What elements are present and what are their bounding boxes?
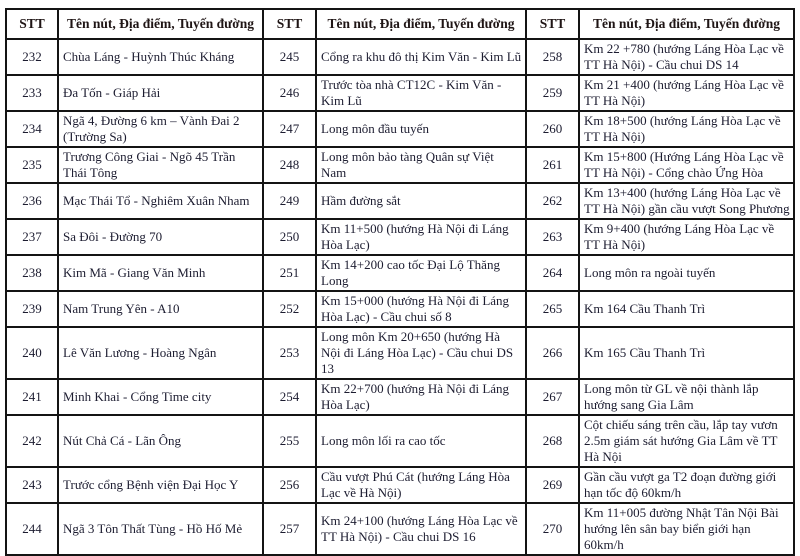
stt-cell: 241	[6, 379, 58, 415]
stt-cell: 252	[263, 291, 316, 327]
stt-cell: 269	[526, 467, 579, 503]
desc-cell: Long môn ra ngoài tuyến	[579, 255, 794, 291]
desc-cell: Trước tòa nhà CT12C - Kim Văn - Kim Lũ	[316, 75, 526, 111]
stt-cell: 249	[263, 183, 316, 219]
desc-cell: Km 9+400 (hướng Láng Hòa Lạc về TT Hà Nội)	[579, 219, 794, 255]
stt-cell: 234	[6, 111, 58, 147]
stt-cell: 266	[526, 327, 579, 379]
stt-cell: 251	[263, 255, 316, 291]
desc-cell: Long môn Km 20+650 (hướng Hà Nội đi Láng Hòa Lạc) - Cầu chui DS 13	[316, 327, 526, 379]
table-body	[6, 39, 794, 555]
stt-cell: 244	[6, 503, 58, 555]
header-name-cell-3: Tên nút, Địa điểm, Tuyến đường	[579, 9, 794, 39]
header-name-cell-1: Tên nút, Địa điểm, Tuyến đường	[58, 9, 263, 39]
stt-cell: 246	[263, 75, 316, 111]
table-row	[6, 503, 794, 555]
stt-cell: 265	[526, 291, 579, 327]
desc-cell: Km 165 Cầu Thanh Trì	[579, 327, 794, 379]
stt-cell: 237	[6, 219, 58, 255]
stt-cell: 247	[263, 111, 316, 147]
table-row	[6, 39, 794, 75]
desc-cell: Mạc Thái Tổ - Nghiêm Xuân Nham	[58, 183, 263, 219]
table-row	[6, 379, 794, 415]
stt-cell: 253	[263, 327, 316, 379]
header-row	[6, 9, 794, 39]
desc-cell: Nút Chả Cá - Lãn Ông	[58, 415, 263, 467]
stt-cell: 270	[526, 503, 579, 555]
table-header	[6, 9, 794, 39]
desc-cell: Long môn lối ra cao tốc	[316, 415, 526, 467]
table-row	[6, 255, 794, 291]
stt-cell: 257	[263, 503, 316, 555]
stt-cell: 263	[526, 219, 579, 255]
desc-cell: Km 21 +400 (hướng Láng Hòa Lạc về TT Hà Nội)	[579, 75, 794, 111]
desc-cell: Km 11+005 đường Nhật Tân Nội Bài hướng lên sân bay biển giới hạn 60km/h	[579, 503, 794, 555]
table-row	[6, 111, 794, 147]
desc-cell: Km 18+500 (hướng Láng Hòa Lạc về TT Hà Nội)	[579, 111, 794, 147]
desc-cell: Sa Đôi - Đường 70	[58, 219, 263, 255]
desc-cell: Nam Trung Yên - A10	[58, 291, 263, 327]
desc-cell: Long môn bảo tàng Quân sự Việt Nam	[316, 147, 526, 183]
desc-cell: Đa Tốn - Giáp Hải	[58, 75, 263, 111]
desc-cell: Km 14+200 cao tốc Đại Lộ Thăng Long	[316, 255, 526, 291]
table-row	[6, 327, 794, 379]
desc-cell: Km 22 +780 (hướng Láng Hòa Lạc về TT Hà Nội) - Cầu chui DS 14	[579, 39, 794, 75]
stt-cell: 243	[6, 467, 58, 503]
desc-cell: Lê Văn Lương - Hoàng Ngân	[58, 327, 263, 379]
desc-cell: Km 13+400 (hướng Láng Hòa Lạc về TT Hà Nội) gần cầu vượt Song Phương	[579, 183, 794, 219]
desc-cell: Km 15+000 (hướng Hà Nội đi Láng Hòa Lạc) - Cầu chui số 8	[316, 291, 526, 327]
stt-cell: 268	[526, 415, 579, 467]
stt-cell: 233	[6, 75, 58, 111]
stt-cell: 240	[6, 327, 58, 379]
stt-cell: 236	[6, 183, 58, 219]
traffic-node-table	[5, 8, 795, 556]
desc-cell: Long môn đầu tuyến	[316, 111, 526, 147]
stt-cell: 259	[526, 75, 579, 111]
stt-cell: 261	[526, 147, 579, 183]
table-row	[6, 219, 794, 255]
desc-cell: Kim Mã - Giang Văn Minh	[58, 255, 263, 291]
desc-cell: Cổng ra khu đô thị Kim Văn - Kim Lũ	[316, 39, 526, 75]
desc-cell: Chùa Láng - Huỳnh Thúc Kháng	[58, 39, 263, 75]
stt-cell: 232	[6, 39, 58, 75]
stt-cell: 245	[263, 39, 316, 75]
table-row	[6, 291, 794, 327]
desc-cell: Ngã 3 Tôn Thất Tùng - Hồ Hố Mẻ	[58, 503, 263, 555]
desc-cell: Hầm đường sắt	[316, 183, 526, 219]
header-name-cell-2: Tên nút, Địa điểm, Tuyến đường	[316, 9, 526, 39]
stt-cell: 256	[263, 467, 316, 503]
stt-cell: 238	[6, 255, 58, 291]
table-row	[6, 183, 794, 219]
desc-cell: Km 15+800 (Hướng Láng Hòa Lạc về TT Hà Nội) - Cổng chào Ứng Hòa	[579, 147, 794, 183]
stt-cell: 254	[263, 379, 316, 415]
desc-cell: Km 11+500 (hướng Hà Nội đi Láng Hòa Lạc)	[316, 219, 526, 255]
stt-cell: 239	[6, 291, 58, 327]
header-stt-cell-2: STT	[263, 9, 316, 39]
desc-cell: Ngã 4, Đường 6 km – Vành Đai 2 (Trường Sa)	[58, 111, 263, 147]
stt-cell: 258	[526, 39, 579, 75]
desc-cell: Trước cổng Bệnh viện Đại Học Y	[58, 467, 263, 503]
desc-cell: Km 164 Cầu Thanh Trì	[579, 291, 794, 327]
stt-cell: 250	[263, 219, 316, 255]
stt-cell: 255	[263, 415, 316, 467]
stt-cell: 260	[526, 111, 579, 147]
stt-cell: 235	[6, 147, 58, 183]
table-row	[6, 75, 794, 111]
stt-cell: 242	[6, 415, 58, 467]
desc-cell: Cột chiếu sáng trên cầu, lắp tay vươn 2.5m giám sát hướng Gia Lâm về TT Hà Nội	[579, 415, 794, 467]
desc-cell: Cầu vượt Phú Cát (hướng Láng Hòa Lạc về Hà Nội)	[316, 467, 526, 503]
desc-cell: Km 24+100 (hướng Láng Hòa Lạc về TT Hà Nội) - Cầu chui DS 16	[316, 503, 526, 555]
header-stt-cell-1: STT	[6, 9, 58, 39]
desc-cell: Minh Khai - Cổng Time city	[58, 379, 263, 415]
desc-cell: Long môn từ GL về nội thành lắp hướng sang Gia Lâm	[579, 379, 794, 415]
table-row	[6, 147, 794, 183]
stt-cell: 248	[263, 147, 316, 183]
stt-cell: 262	[526, 183, 579, 219]
table-row	[6, 415, 794, 467]
table-row	[6, 467, 794, 503]
stt-cell: 264	[526, 255, 579, 291]
desc-cell: Trương Công Giai - Ngõ 45 Trần Thái Tông	[58, 147, 263, 183]
desc-cell: Km 22+700 (hướng Hà Nội đi Láng Hòa Lạc)	[316, 379, 526, 415]
header-stt-cell-3: STT	[526, 9, 579, 39]
stt-cell: 267	[526, 379, 579, 415]
desc-cell: Gần cầu vượt ga T2 đoạn đường giới hạn tốc độ 60km/h	[579, 467, 794, 503]
